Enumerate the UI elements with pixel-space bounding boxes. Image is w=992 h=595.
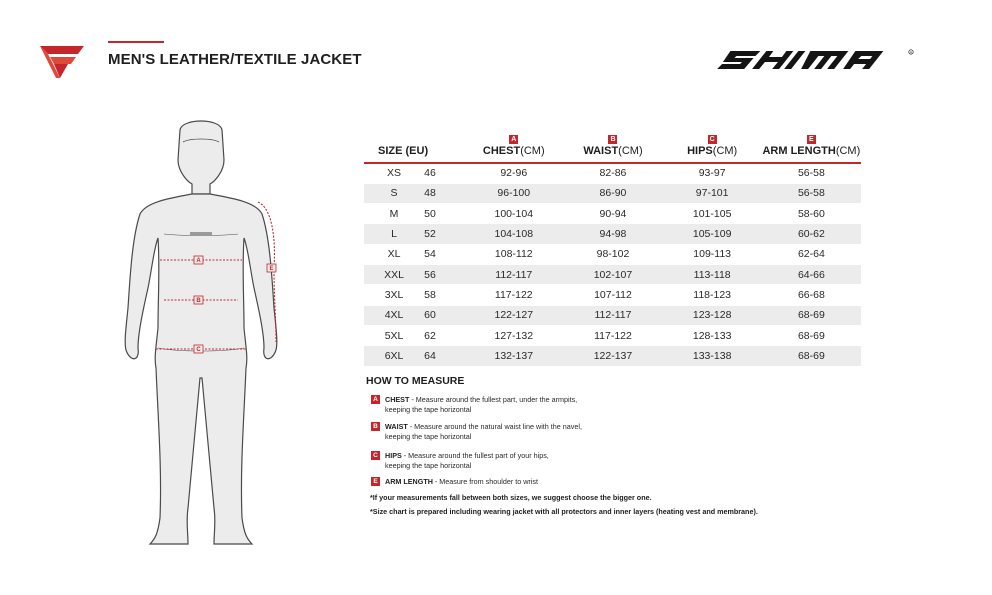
- measure-name: WAIST: [385, 422, 408, 431]
- waist-cell: 94-98: [563, 224, 662, 244]
- waist-badge: B: [610, 136, 616, 143]
- measure-text: - Measure around the natural waist line with the navel,: [407, 422, 582, 431]
- marker-c-label: C: [196, 347, 201, 354]
- chest-cell: 104-108: [464, 224, 563, 244]
- measure-name: CHEST: [385, 395, 410, 404]
- measure-item-hips: [371, 451, 671, 470]
- marker-b-label: B: [196, 298, 201, 305]
- chest-cell: 100-104: [494, 207, 534, 220]
- measure-text: - Measure from shoulder to wrist: [432, 477, 538, 486]
- shima-wordmark-logo: [716, 47, 916, 73]
- table-header-row: [364, 130, 861, 163]
- note-chart-prepared: *Size chart is prepared including wearing jacket with all protectors and inner layers (heating vest and membrane).: [370, 507, 758, 516]
- waist-cell: 90-94: [599, 207, 627, 220]
- hips-cell: 101-105: [692, 207, 732, 220]
- header-waist: B WAIST(CM): [583, 136, 643, 157]
- chest-cell: 96-100: [464, 183, 563, 203]
- table-row: [364, 183, 861, 203]
- size-cell: XXL: [364, 264, 424, 284]
- hips-cell: 118-123: [693, 288, 732, 301]
- eu-cell: 64: [424, 346, 464, 366]
- table-row: [364, 264, 861, 284]
- table-row: [364, 285, 861, 305]
- how-to-measure-title: HOW TO MEASURE: [366, 375, 465, 387]
- size-cell: S: [364, 183, 424, 203]
- chest-cell: 127-132: [494, 329, 534, 342]
- hips-cell: 133-138: [663, 346, 762, 366]
- chest-cell: 132-137: [464, 346, 563, 366]
- arm-cell: 60-62: [762, 224, 861, 244]
- eu-cell: 54: [424, 248, 436, 261]
- size-cell: L: [364, 224, 424, 244]
- waist-cell: 82-86: [599, 167, 627, 180]
- arm-cell: 66-68: [797, 288, 825, 301]
- arm-cell: 56-58: [797, 167, 825, 180]
- chest-badge: A: [511, 136, 517, 143]
- hips-cell: 109-113: [693, 248, 732, 261]
- chest-cell: 117-122: [494, 288, 533, 301]
- measure-item-arm-length: [371, 477, 671, 487]
- arm-length-badge: E: [807, 135, 816, 144]
- eu-cell: 56: [424, 264, 464, 284]
- header-arm-length: E ARM LENGTH(CM): [762, 136, 861, 157]
- measure-text-2: keeping the tape horizontal: [385, 460, 472, 470]
- waist-cell: 117-122: [594, 329, 632, 342]
- arm-cell: 68-69: [762, 346, 861, 366]
- marker-a-label: A: [196, 258, 201, 265]
- hips-badge: C: [709, 136, 715, 143]
- measure-item-chest: [371, 395, 671, 414]
- size-cell: XL: [387, 248, 401, 261]
- size-cell: M: [389, 207, 399, 220]
- eu-cell: 62: [424, 329, 436, 342]
- arm-cell: 56-58: [762, 183, 861, 203]
- waist-cell: 102-107: [563, 264, 662, 284]
- measure-name: HIPS: [385, 451, 402, 460]
- size-cell: XS: [387, 167, 402, 180]
- waist-cell: 107-112: [594, 288, 632, 301]
- page-title: MEN'S LEATHER/TEXTILE JACKET: [108, 51, 362, 68]
- hips-cell: 105-109: [663, 224, 762, 244]
- measure-text-2: keeping the tape horizontal: [385, 404, 472, 414]
- svg-text:R: R: [910, 50, 913, 55]
- size-chart-table: [364, 130, 861, 366]
- header-chest: A CHEST(CM): [482, 136, 545, 157]
- table-row: [364, 244, 861, 264]
- brand-logo-icon: [38, 44, 86, 80]
- eu-cell: 46: [424, 167, 436, 180]
- chest-cell: 112-117: [464, 264, 563, 284]
- header-size: SIZE (EU): [378, 145, 429, 157]
- arm-cell: 68-69: [762, 305, 861, 325]
- arm-cell: 68-69: [797, 329, 825, 342]
- waist-cell: 98-102: [596, 248, 630, 261]
- size-cell: 4XL: [364, 305, 424, 325]
- hips-cell: 93-97: [698, 167, 726, 180]
- table-row: [364, 346, 861, 366]
- size-cell: 3XL: [384, 288, 404, 301]
- waist-cell: 86-90: [563, 183, 662, 203]
- measure-name: ARM LENGTH: [385, 477, 433, 486]
- waist-cell: 122-137: [563, 346, 662, 366]
- table-row: [364, 305, 861, 325]
- header-hips: C HIPS(CM): [687, 136, 738, 157]
- arm-cell: 64-66: [762, 264, 861, 284]
- eu-cell: 58: [424, 288, 436, 301]
- marker-e-label: E: [269, 266, 274, 273]
- measure-text: - Measure around the fullest part of your hips,: [401, 451, 549, 460]
- hips-cell: 113-118: [663, 264, 762, 284]
- arm-cell: 58-60: [797, 207, 825, 220]
- eu-cell: 60: [424, 305, 464, 325]
- waist-badge: B: [371, 422, 380, 431]
- eu-cell: 52: [424, 224, 464, 244]
- waist-cell: 112-117: [563, 305, 662, 325]
- arm-cell: 62-64: [797, 248, 825, 261]
- table-row: [364, 163, 861, 183]
- note-between-sizes: *If your measurements fall between both sizes, we suggest choose the bigger one.: [370, 493, 652, 502]
- measure-text-2: keeping the tape horizontal: [385, 431, 472, 441]
- eu-cell: 48: [424, 183, 464, 203]
- hips-cell: 128-133: [692, 329, 732, 342]
- table-row: [364, 224, 861, 244]
- chest-badge: A: [371, 395, 380, 404]
- table-row: [364, 325, 861, 345]
- measure-text: - Measure around the fullest part, under the armpits,: [409, 395, 578, 404]
- hips-badge: C: [371, 451, 380, 460]
- hips-cell: 123-128: [663, 305, 762, 325]
- measure-item-waist: [371, 422, 671, 441]
- title-accent-line: [108, 41, 164, 43]
- size-cell: 5XL: [384, 329, 404, 342]
- table-row: [364, 204, 861, 224]
- chest-cell: 92-96: [500, 167, 528, 180]
- body-measurement-figure: [110, 118, 300, 550]
- eu-cell: 50: [424, 207, 436, 220]
- chest-cell: 122-127: [464, 305, 563, 325]
- size-cell: 6XL: [364, 346, 424, 366]
- arm-length-badge: E: [371, 477, 380, 486]
- hips-cell: 97-101: [663, 183, 762, 203]
- chest-cell: 108-112: [494, 248, 533, 261]
